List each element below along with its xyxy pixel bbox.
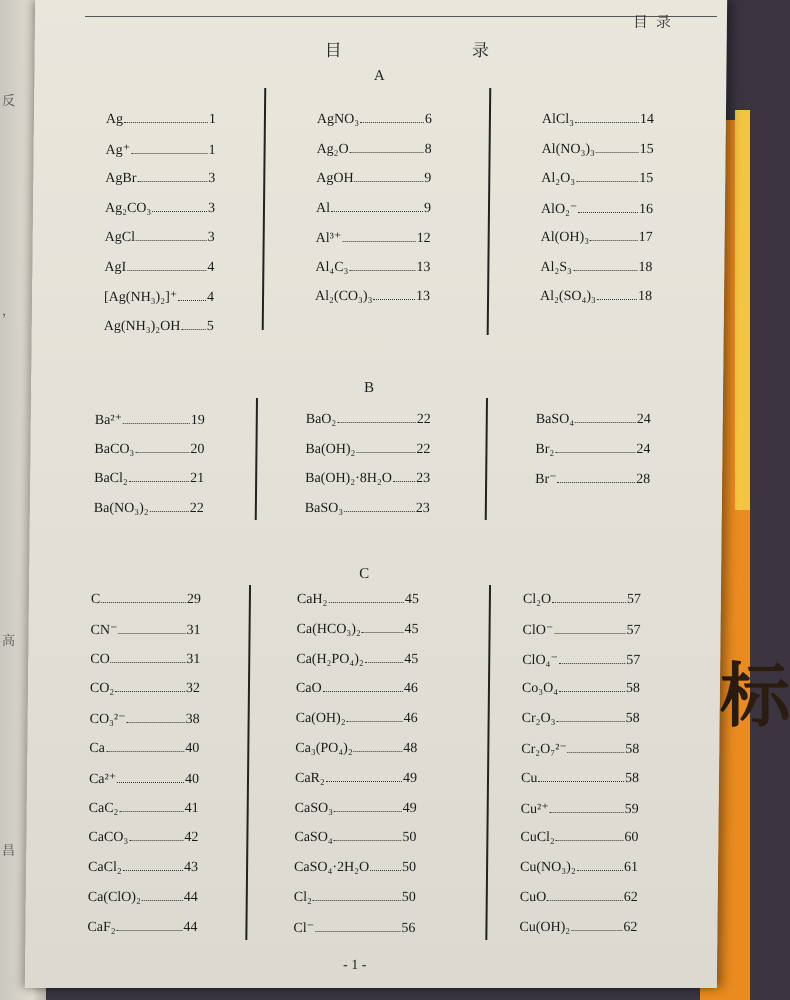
toc-entry[interactable] [90, 622, 200, 639]
toc-entry[interactable] [520, 830, 638, 846]
toc-entry[interactable] [88, 860, 198, 876]
toc-entry-page: 22 [416, 412, 431, 427]
toc-entry-name: Ag⁺ [105, 142, 131, 158]
toc-entry-page: 58 [625, 711, 640, 727]
toc-entry-page: 19 [190, 413, 205, 428]
toc-entry-name: ClO⁻ [522, 622, 554, 638]
toc-entry-page: 49 [402, 800, 417, 816]
toc-entry-leader [596, 152, 639, 153]
toc-entry-leader [568, 752, 625, 753]
header-rule [85, 15, 717, 31]
toc-entry-name: CaF₂ [87, 919, 116, 935]
toc-entry-name: Al³⁺ [315, 231, 342, 246]
toc-entry-leader [129, 481, 189, 482]
toc-entry-leader [127, 722, 185, 723]
toc-entry[interactable] [94, 501, 204, 517]
toc-entry-leader [334, 811, 402, 812]
toc-entry-name: Cl⁻ [293, 920, 315, 936]
toc-entry-leader [142, 900, 183, 901]
toc-entry[interactable] [542, 142, 654, 158]
toc-entry-leader [323, 691, 403, 692]
toc-entry-page: 3 [208, 171, 216, 186]
toc-entry-name: CaC₂ [88, 800, 119, 816]
toc-entry[interactable] [105, 230, 215, 246]
toc-entry[interactable] [521, 801, 639, 818]
toc-entry-name: BaCO₃ [94, 441, 135, 457]
section-letter: B [364, 380, 375, 396]
column-divider [485, 585, 491, 940]
toc-entry-name: Ca [89, 741, 105, 756]
toc-entry[interactable] [105, 171, 215, 187]
toc-entry-name: Al₂S₃ [540, 259, 573, 275]
toc-entry-name: Ca(ClO)₂ [87, 890, 141, 905]
toc-entry-leader [556, 721, 624, 722]
toc-entry-leader [356, 452, 415, 453]
toc-entry[interactable] [315, 260, 430, 276]
toc-entry-name: BaSO₃ [304, 500, 344, 516]
toc-entry-leader [370, 870, 401, 871]
toc-entry-leader [124, 122, 208, 123]
toc-entry[interactable] [520, 890, 638, 906]
toc-entry[interactable] [316, 201, 431, 217]
toc-entry-name: CaSO₃ [294, 800, 334, 816]
toc-entry-name: CuO [519, 890, 547, 905]
left-page-glyph: ， [2, 303, 16, 318]
toc-entry[interactable] [296, 652, 418, 668]
toc-entry-leader [354, 751, 403, 752]
left-page-glyph: 反 [2, 93, 16, 108]
toc-entry-leader [554, 633, 625, 634]
toc-entry[interactable] [523, 592, 641, 608]
toc-entry[interactable] [89, 771, 199, 788]
toc-entry[interactable] [315, 289, 430, 305]
toc-entry-page: 43 [184, 860, 199, 876]
toc-entry-name: Ca(OH)₂ [295, 711, 346, 727]
toc-entry-name: Ba(NO₃)₂ [93, 500, 149, 516]
toc-entry-page: 16 [638, 201, 654, 217]
toc-entry-leader [577, 870, 623, 871]
toc-entry[interactable] [306, 412, 431, 428]
toc-entry-page: 31 [186, 622, 201, 638]
toc-entry-leader [326, 781, 402, 782]
header-title: 目录 [632, 15, 680, 31]
toc-entry-page: 3 [207, 200, 216, 216]
toc-entry-name: AgOH [316, 171, 354, 186]
left-page-glyph: 高 [2, 633, 16, 648]
toc-entry-leader [315, 931, 400, 932]
toc-entry-page: 8 [424, 141, 432, 157]
toc-entry[interactable] [89, 801, 199, 817]
toc-entry[interactable] [90, 681, 200, 697]
toc-entry-name: Cu(OH)₂ [519, 919, 571, 935]
toc-title [325, 36, 490, 61]
toc-entry-page: 1 [208, 112, 217, 127]
toc-entry-name: CN⁻ [90, 622, 118, 638]
toc-entry[interactable] [535, 471, 650, 488]
toc-entry[interactable] [305, 471, 430, 487]
toc-entry[interactable] [522, 711, 640, 727]
toc-entry-leader [181, 329, 205, 330]
toc-entry-page: 13 [415, 289, 431, 304]
toc-entry[interactable] [542, 112, 654, 128]
toc-entry-leader [328, 602, 403, 603]
toc-entry-leader [373, 299, 415, 300]
toc-entry-leader [131, 153, 208, 154]
toc-entry-page: 18 [638, 259, 653, 275]
toc-entry-name: CaR₂ [294, 770, 325, 786]
toc-entry-page: 28 [636, 472, 651, 487]
toc-entry-page: 62 [623, 919, 638, 935]
toc-entry[interactable] [89, 741, 199, 757]
toc-entry-name: CaCl₂ [88, 860, 122, 876]
toc-entry-leader [355, 181, 424, 182]
toc-entry-name: Ag₂O [316, 141, 349, 157]
toc-entry-leader [117, 930, 183, 931]
toc-entry[interactable] [522, 622, 640, 639]
orange-book-text: 标 [720, 659, 790, 736]
toc-entry-page: 50 [402, 860, 417, 876]
toc-entry-leader [334, 840, 402, 841]
toc-entry-name: AgI [104, 259, 127, 275]
toc-entry[interactable] [540, 289, 652, 305]
toc-entry-leader [590, 240, 638, 241]
toc-entry[interactable] [295, 771, 417, 787]
toc-entry-leader [350, 152, 424, 153]
toc-entry-page: 12 [416, 231, 431, 246]
toc-entry[interactable] [540, 260, 652, 276]
toc-entry-leader [115, 691, 185, 692]
toc-entry-leader [178, 300, 206, 301]
toc-entry[interactable] [295, 741, 417, 757]
toc-entry-page: 57 [626, 622, 641, 638]
toc-entry-leader [550, 812, 624, 813]
toc-entry-name: ClO₄⁻ [522, 652, 558, 668]
toc-entry-leader [111, 662, 186, 663]
toc-entry[interactable] [90, 711, 200, 728]
toc-entry-leader [135, 452, 189, 453]
toc-entry-leader [123, 423, 190, 424]
toc-entry[interactable] [316, 171, 431, 187]
toc-entry-page: 61 [624, 860, 639, 876]
toc-entry-page: 21 [190, 471, 205, 486]
toc-entry-name: CuCl₂ [520, 830, 555, 846]
toc-entry[interactable] [296, 622, 418, 638]
toc-entry-name: Cu²⁺ [520, 801, 549, 817]
toc-entry-page: 57 [626, 652, 641, 668]
toc-entry-page: 40 [184, 771, 200, 787]
toc-entry-page: 58 [624, 770, 640, 786]
toc-entry[interactable] [541, 201, 653, 218]
toc-entry-name: Cu [520, 770, 538, 786]
toc-entry[interactable] [521, 771, 639, 787]
toc-entry-page: 45 [404, 592, 419, 607]
toc-entry-page: 45 [404, 651, 419, 667]
toc-entry[interactable] [519, 920, 637, 936]
toc-entry-page: 49 [402, 770, 418, 786]
toc-entry[interactable] [294, 860, 416, 876]
toc-entry-name: Ca(H₂PO₄)₂ [296, 651, 364, 667]
toc-entry[interactable] [95, 412, 205, 429]
toc-entry-page: 24 [636, 441, 651, 457]
toc-entry[interactable] [522, 652, 640, 669]
toc-entry-name: AgBr [105, 171, 137, 186]
toc-entry-name: CO₃²⁻ [89, 712, 126, 728]
background-yellow-strip [735, 110, 750, 510]
toc-entry[interactable] [105, 201, 215, 217]
toc-entry[interactable] [94, 471, 204, 487]
toc-entry-page: 32 [185, 681, 201, 697]
column-divider [245, 585, 251, 940]
toc-entry-name: Al(NO₃)₃ [541, 141, 596, 157]
toc-entry[interactable] [94, 442, 204, 458]
toc-entry-name: Ag [105, 112, 124, 127]
toc-entry-leader [573, 270, 637, 271]
toc-entry-name: BaSO₄ [535, 412, 575, 427]
toc-entry-leader [101, 602, 186, 603]
toc-entry[interactable] [88, 890, 198, 906]
toc-entry-leader [547, 900, 623, 901]
toc-entry-leader [576, 181, 638, 182]
toc-entry-page: 50 [401, 890, 416, 905]
toc-entry[interactable] [91, 592, 201, 608]
toc-entry-leader [150, 511, 189, 512]
toc-entry-name: Cl₂O [522, 592, 552, 607]
toc-entry[interactable] [104, 289, 214, 306]
toc-entry-page: 57 [626, 592, 641, 607]
toc-entry[interactable] [104, 319, 214, 335]
toc-entry[interactable] [106, 142, 216, 159]
toc-entry-page: 22 [189, 500, 204, 516]
toc-entry-name: CaCO₃ [88, 830, 129, 846]
toc-entry-page: 38 [185, 712, 200, 728]
toc-entry-name: Cl₂ [293, 890, 312, 905]
column-divider [485, 398, 488, 520]
toc-entry-name: AlCl₃ [541, 112, 575, 127]
toc-entry-name: CaSO₄·2H₂O [294, 860, 370, 876]
toc-entry-leader [123, 870, 183, 871]
toc-entry-name: Br₂ [535, 441, 555, 457]
toc-entry-leader [331, 211, 423, 212]
toc-entry-name: Cu(NO₃)₂ [520, 860, 576, 876]
toc-entry-name: CaO [295, 681, 322, 697]
toc-entry[interactable] [522, 681, 640, 697]
section-letter: C [359, 566, 370, 582]
toc-entry[interactable] [541, 230, 653, 246]
toc-entry-leader [571, 930, 622, 931]
toc-entry[interactable] [295, 801, 417, 817]
toc-entry-page: 13 [416, 259, 431, 275]
toc-entry-page: 50 [402, 830, 417, 846]
toc-entry-page: 18 [637, 289, 653, 304]
toc-entry-leader [556, 840, 624, 841]
toc-entry-leader [106, 751, 184, 752]
toc-entry-name: Al [315, 200, 331, 216]
toc-entry-name: Al₂O₃ [541, 171, 576, 186]
toc-entry-leader [365, 662, 403, 663]
toc-entry-page: 46 [403, 681, 419, 697]
toc-entry-leader [575, 422, 636, 423]
toc-entry-leader [347, 721, 403, 722]
toc-entry-name: Ca²⁺ [88, 771, 117, 787]
toc-entry-name: CaH₂ [296, 592, 328, 607]
toc-entry-leader [117, 782, 184, 783]
toc-entry-page: 9 [423, 200, 432, 216]
toc-entry-leader [129, 840, 183, 841]
column-divider [262, 88, 267, 330]
toc-entry-page: 60 [624, 830, 639, 846]
toc-entry-page: 15 [639, 171, 654, 186]
toc-entry-page: 31 [186, 651, 201, 667]
toc-entry-name: Cr₂O₇²⁻ [521, 742, 567, 757]
toc-entry-leader [362, 632, 404, 633]
toc-entry-page: 29 [186, 592, 201, 607]
toc-entry-page: 59 [624, 801, 639, 817]
toc-entry-page: 4 [206, 290, 215, 305]
toc-entry-leader [559, 663, 625, 664]
toc-entry[interactable] [104, 260, 214, 276]
toc-entry-page: 56 [401, 920, 416, 936]
toc-entry-name: Cr₂O₃ [521, 711, 556, 727]
toc-entry[interactable] [317, 142, 432, 158]
toc-entry-page: 17 [638, 230, 653, 245]
toc-entry-name: CO₂ [89, 681, 115, 697]
toc-entry-leader [337, 422, 415, 423]
toc-entry-page: 14 [639, 112, 655, 127]
toc-entry[interactable] [296, 711, 418, 727]
toc-entry-page: 6 [424, 112, 433, 127]
toc-entry[interactable] [305, 501, 430, 517]
toc-entry-leader [555, 452, 635, 453]
toc-entry-page: 40 [185, 741, 200, 756]
toc-entry-page: 24 [636, 412, 651, 427]
toc-entry[interactable] [87, 920, 197, 936]
toc-entry-leader [393, 481, 415, 482]
column-divider [487, 88, 492, 335]
toc-entry-page: 23 [416, 471, 431, 486]
toc-entry[interactable] [535, 442, 650, 458]
left-page-glyph: 昌 [2, 843, 16, 858]
toc-page [25, 0, 727, 988]
toc-entry-leader [538, 781, 624, 782]
toc-entry[interactable] [296, 681, 418, 697]
toc-entry-page: 62 [623, 890, 638, 905]
toc-entry-page: 41 [184, 800, 199, 816]
toc-entry-page: 44 [183, 919, 198, 935]
toc-entry-leader [152, 211, 207, 212]
toc-entry-page: 58 [625, 742, 640, 757]
toc-entry-name: C [90, 592, 101, 607]
toc-entry[interactable] [106, 112, 216, 128]
toc-entry-leader [349, 270, 415, 271]
toc-entry-leader [119, 811, 183, 812]
toc-entry-leader [360, 122, 424, 123]
toc-entry[interactable] [294, 830, 416, 846]
toc-entry-page: 22 [416, 441, 431, 457]
toc-entry-leader [313, 900, 401, 901]
toc-entry-name: Al₄C₃ [315, 259, 349, 275]
toc-entry-name: BaCl₂ [94, 471, 128, 486]
toc-entry[interactable] [294, 890, 416, 906]
toc-entry-leader [552, 602, 626, 603]
toc-entry[interactable] [305, 442, 430, 458]
toc-entry-name: Ag(NH₃)₂OH [103, 318, 181, 334]
toc-entry-leader [136, 240, 207, 241]
toc-entry[interactable] [541, 171, 653, 187]
toc-entry-name: [Ag(NH₃)₂]⁺ [103, 290, 178, 305]
toc-entry[interactable] [90, 652, 200, 668]
toc-entry[interactable] [520, 860, 638, 876]
toc-entry-leader [575, 122, 639, 123]
toc-entry-leader [559, 691, 625, 692]
toc-entry-leader [558, 482, 636, 483]
toc-title-right: 录 [471, 41, 489, 60]
toc-entry-name: Al₂(CO₃)₃ [314, 289, 373, 304]
toc-entry[interactable] [316, 230, 431, 247]
toc-entry-name: Ca₃(PO₄)₂ [295, 741, 353, 756]
toc-entry-page: 46 [403, 711, 418, 727]
toc-entry[interactable] [317, 112, 432, 128]
toc-entry-page: 1 [208, 142, 216, 158]
toc-entry-name: AgNO₃ [316, 112, 360, 127]
toc-entry-leader [344, 511, 415, 512]
toc-entry[interactable] [293, 920, 415, 937]
page-number: - 1 - [342, 958, 367, 973]
toc-entry-page: 4 [207, 259, 215, 275]
toc-entry-page: 3 [207, 230, 215, 245]
toc-entry[interactable] [88, 830, 198, 846]
toc-entry-leader [127, 270, 206, 271]
toc-entry-name: Ba(OH)₂ [305, 441, 356, 457]
toc-entry-name: BaO₂ [305, 412, 337, 427]
toc-entry-name: AlO₂⁻ [540, 201, 578, 217]
toc-entry-page: 42 [184, 830, 199, 846]
toc-entry-name: Al₂(SO₄)₃ [539, 289, 597, 304]
section-letter: A [373, 68, 385, 84]
toc-entry-leader [342, 241, 415, 242]
toc-entry-page: 9 [424, 171, 432, 186]
toc-entry-leader [578, 212, 638, 213]
toc-entry-page: 44 [183, 890, 198, 905]
toc-entry-name: Ba(OH)₂·8H₂O [305, 471, 392, 486]
toc-entry-page: 20 [190, 441, 205, 457]
toc-entry-name: Al(OH)₃ [540, 230, 590, 245]
toc-title-left: 目 [324, 41, 342, 60]
toc-entry-name: Ag₂CO₃ [104, 200, 152, 216]
toc-entry-leader [597, 299, 637, 300]
toc-entry-name: Co₃O₄ [521, 681, 559, 697]
toc-entry-page: 45 [404, 621, 419, 637]
toc-entry-name: Br⁻ [535, 472, 557, 487]
toc-entry[interactable] [521, 741, 639, 758]
toc-entry-page: 58 [625, 681, 641, 697]
toc-entry-page: 48 [403, 741, 418, 756]
toc-entry-leader [137, 181, 207, 182]
toc-entry-name: Ba²⁺ [94, 413, 122, 428]
toc-entry-name: AgCl [104, 230, 136, 245]
toc-entry-page: 23 [415, 500, 430, 516]
toc-entry-name: CO [90, 651, 110, 667]
toc-entry-leader [118, 633, 185, 634]
toc-entry-name: CaSO₄ [294, 830, 333, 846]
column-divider [255, 398, 258, 520]
toc-entry-page: 15 [639, 141, 654, 157]
toc-entry-page: 5 [206, 318, 214, 334]
toc-entry[interactable] [297, 592, 419, 608]
toc-entry[interactable] [536, 412, 651, 428]
toc-entry-name: Ca(HCO₃)₂ [296, 621, 361, 637]
